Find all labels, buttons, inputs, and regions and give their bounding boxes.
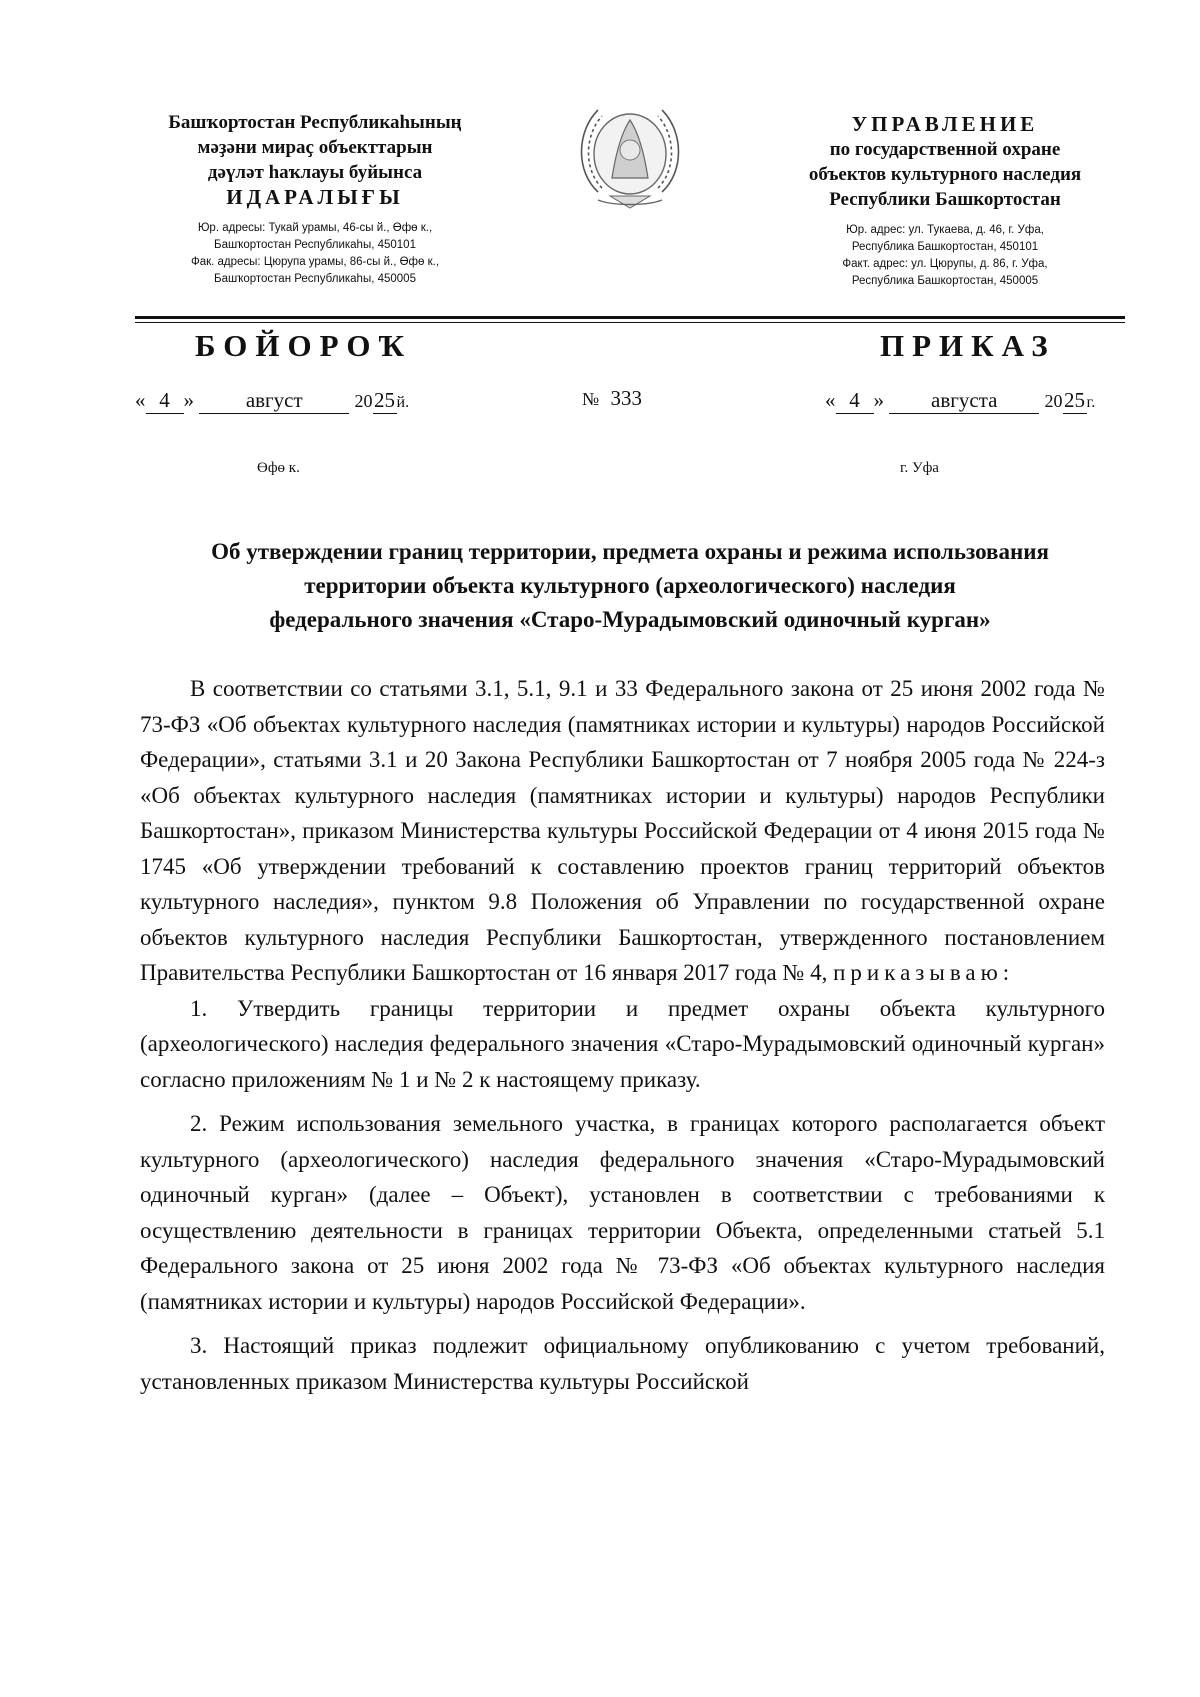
date-left-day: 4 [146,388,184,414]
header-right-line3: объектов культурного наследия [808,164,1082,185]
header-left-addr3: Фак. адресы: Цюрупа урамы, 86-сы й., Өфө к., [190,256,440,268]
city-left: Өфө к. [257,460,300,476]
header-left-line3: дәүләт һаҡлауы буйынса [207,162,423,183]
date-left-year-mark: й. [396,394,410,411]
date-right-year-mark: г. [1086,394,1096,411]
header-left-address [110,220,520,288]
document-title [130,535,1130,637]
order-title-right: ПРИКАЗ [880,328,1056,363]
order-number-value: 333 [610,386,642,410]
header-right-line2: по государственной охране [829,139,1061,160]
header-divider-thin [135,322,1125,323]
header-left-line1: Башҡортостан Республикаһының [168,112,462,133]
date-left-year-prefix: 20 [354,391,373,411]
date-right-quote-close: » [873,388,884,412]
header-right-block [755,112,1135,290]
body-paragraph-2: 2. Режим использования земельного участка, в границах которого располагается объект культурного (археологического) наследия федерального значения «Старо-Мурадымовский одиночный курган» (далее – Объект), установлен в соответствии с требованиями к осуществлению деятельности в границах территории Объекта, определенными статьей 5.1 Федерального закона от 25 июня 2002 года № 73-ФЗ «Об объектах культурного наследия (памятниках истории и культуры) народов Российской Федерации». [140,1111,1105,1314]
emblem-icon [568,92,692,216]
date-left-year-suffix: 25 [374,388,395,412]
date-left [135,388,409,414]
header-right-addr3: Факт. адрес: ул. Цюрупы, д. 86, г. Уфа, [842,258,1048,270]
header-left-line4: ИДАРАЛЫҒЫ [226,185,404,209]
header-right-addr2: Республика Башкортостан, 450101 [851,241,1039,253]
header-left-block [110,110,520,288]
document-body [140,671,1105,1399]
city-right: г. Уфа [900,460,939,476]
date-right-month: августа [889,388,1039,414]
date-left-quote-close: » [183,388,194,412]
header-right-line4: Республики Башкортостан [829,189,1061,210]
order-number [582,386,642,411]
body-order-word: приказываю: [833,960,1015,985]
header-right-line1: УПРАВЛЕНИЕ [851,112,1039,136]
header-left-addr4: Башҡортостан Республикаһы, 450005 [214,273,416,285]
date-left-month: август [199,388,349,414]
order-number-label: № [582,389,600,409]
header-left-addr1: Юр. адресы: Тукай урамы, 46-сы й., Өфө к., [197,222,433,234]
document-title-line2: территории объекта культурного (археологического) наследия [304,573,956,598]
date-right-day: 4 [836,388,874,414]
header-right-addr1: Юр. адрес: ул. Тукаева, д. 46, г. Уфа, [846,224,1044,236]
header-divider-thick [135,316,1125,319]
header-right-addr4: Республика Башкортостан, 450005 [851,275,1039,287]
body-preamble [140,671,1105,991]
header-left-addr2: Башҡортостан Республикаһы, 450101 [214,239,416,251]
body-preamble-text: В соответствии со статьями 3.1, 5.1, 9.1 и 33 Федерального закона от 25 июня 2002 года № 73-ФЗ «Об объектах культурного наследия (памятниках истории и культуры) народов Российской Федерации», статьями 3.1 и 20 Закона Республики Башкортостан от 7 ноября 2005 года № 224-з «Об объектах культурного наследия (памятниках истории и культуры) народов Республики Башкортостан», приказом Министерства культуры Российской Федерации от 4 июня 2015 года № 1745 «Об утверждении требований к составлению проектов границ территорий объектов культурного наследия», пунктом 9.8 Положения об Управлении по государственной охране объектов культурного наследия Республики Башкортостан, утвержденного постановлением Правительства Республики Башкортостан от 16 января 2017 года № 4, [140,676,1105,985]
document-title-line1: Об утверждении границ территории, предмета охраны и режима использования [211,539,1049,564]
header-left-line2: мәҙәни мираҫ объекттарын [197,137,433,158]
date-right-quote-open: « [825,388,836,412]
document-title-line3: федерального значения «Старо-Мурадымовский одиночный курган» [269,607,991,632]
order-title-left: БОЙОРОҠ [195,328,413,363]
date-right-year-suffix: 25 [1064,388,1085,412]
body-paragraph-1: 1. Утвердить границы территории и предмет охраны объекта культурного (археологического) наследия федерального значения «Старо-Мурадымовский одиночный курган» согласно приложениям № 1 и № 2 к настоящему приказу. [140,995,1105,1092]
date-right-year-prefix: 20 [1044,391,1063,411]
date-left-quote-open: « [135,388,146,412]
header-right-address [755,222,1135,290]
date-right [825,388,1095,414]
body-paragraph-3: 3. Настоящий приказ подлежит официальному опубликованию с учетом требований, установленных приказом Министерства культуры Российской [140,1333,1105,1394]
